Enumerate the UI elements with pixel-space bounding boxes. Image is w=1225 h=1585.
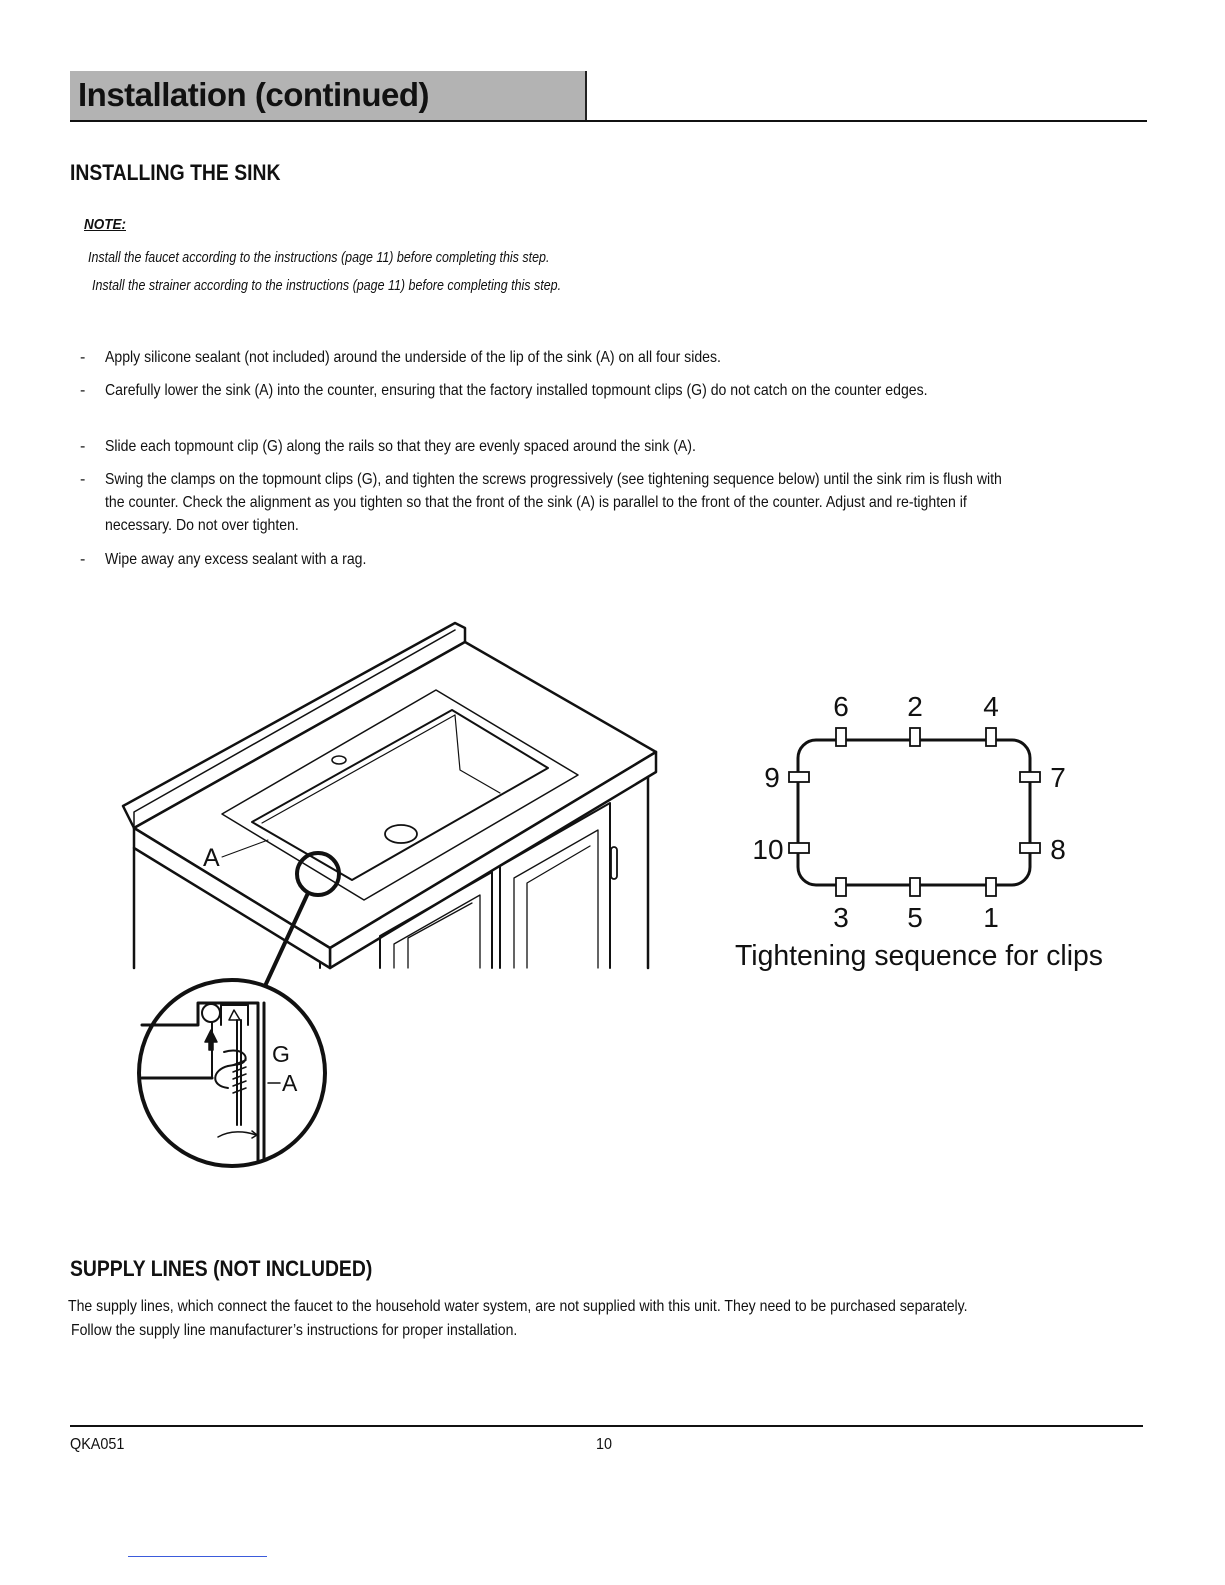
note-line: Install the strainer according to the instructions (page 11) before completing this step. <box>92 278 562 294</box>
step-text: Swing the clamps on the topmount clips (G), and tighten the screws progressively (see tightening sequence below) until the sink rim is flush with the counter. Check the alignment as you tighten so that the front of the sink (A) is parallel to the front of the counter. Adjust and re-tighten if necessary. Do not over tighten. <box>105 471 1002 534</box>
door-handle <box>611 847 617 879</box>
page-number: 10 <box>596 1436 613 1453</box>
sequence-caption: Tightening sequence for clips <box>735 940 1103 972</box>
sink-outline <box>798 740 1030 885</box>
section-title-installing: INSTALLING THE SINK <box>70 160 281 185</box>
clip-marker <box>836 728 846 746</box>
label-clip-g: G <box>272 1041 290 1067</box>
countertop <box>134 642 656 948</box>
cabinet-door-right-panel <box>527 846 590 968</box>
clip-number: 6 <box>833 691 849 722</box>
step-item <box>80 548 1210 571</box>
page-title: Installation (continued) <box>78 76 429 113</box>
clip-number: 8 <box>1050 834 1066 865</box>
label-sink-detail-a: A <box>282 1070 298 1096</box>
clip-marker <box>910 878 920 896</box>
note-label: NOTE: <box>84 216 127 233</box>
clip-number: 4 <box>983 691 999 722</box>
step-dash: - <box>80 471 86 488</box>
model-number: QKA051 <box>70 1436 125 1453</box>
clip-number: 10 <box>752 834 784 865</box>
step-item <box>80 379 1210 402</box>
supply-text: Follow the supply line manufacturer’s instructions for proper installation. <box>71 1322 518 1339</box>
clip-marker <box>789 843 809 853</box>
footer-rule <box>70 1425 1143 1427</box>
step-text: Wipe away any excess sealant with a rag. <box>105 551 367 568</box>
step-text: Carefully lower the sink (A) into the counter, ensuring that the factory installed topmount clips (G) do not catch on the counter edges. <box>105 382 928 399</box>
clip-marker <box>836 878 846 896</box>
clip-number: 5 <box>907 902 923 933</box>
clip-marker <box>789 772 809 782</box>
clip-number: 1 <box>983 902 999 933</box>
header-rule <box>70 120 1147 122</box>
label-sink-a: A <box>203 844 220 872</box>
step-item <box>80 346 1210 369</box>
step-dash: - <box>80 382 86 399</box>
step-text: Apply silicone sealant (not included) around the underside of the lip of the sink (A) on all four sides. <box>105 349 721 366</box>
sink-illustration <box>0 600 720 1180</box>
step-dash: - <box>80 349 86 366</box>
step-dash: - <box>80 551 86 568</box>
clip-number: 2 <box>907 691 923 722</box>
note-line: Install the faucet according to the instructions (page 11) before completing this step. <box>88 250 550 266</box>
step-text: Slide each topmount clip (G) along the rails so that they are evenly spaced around the sink (A). <box>105 438 696 455</box>
clip-number: 7 <box>1050 762 1066 793</box>
clip-marker <box>910 728 920 746</box>
clip-marker <box>986 728 996 746</box>
link-underline <box>128 1556 267 1557</box>
step-item <box>80 468 1210 537</box>
tightening-sequence-diagram <box>730 680 1130 980</box>
clip-number: 9 <box>764 762 780 793</box>
section-title-supply: SUPPLY LINES (NOT INCLUDED) <box>70 1256 373 1281</box>
clip-marker <box>1020 772 1040 782</box>
clip-marker <box>1020 843 1040 853</box>
step-item <box>80 435 1210 458</box>
step-dash: - <box>80 438 86 455</box>
clip-marker <box>986 878 996 896</box>
supply-text: The supply lines, which connect the faucet to the household water system, are not supplied with this unit. They need to be purchased separately. <box>68 1298 968 1315</box>
clip-number: 3 <box>833 902 849 933</box>
